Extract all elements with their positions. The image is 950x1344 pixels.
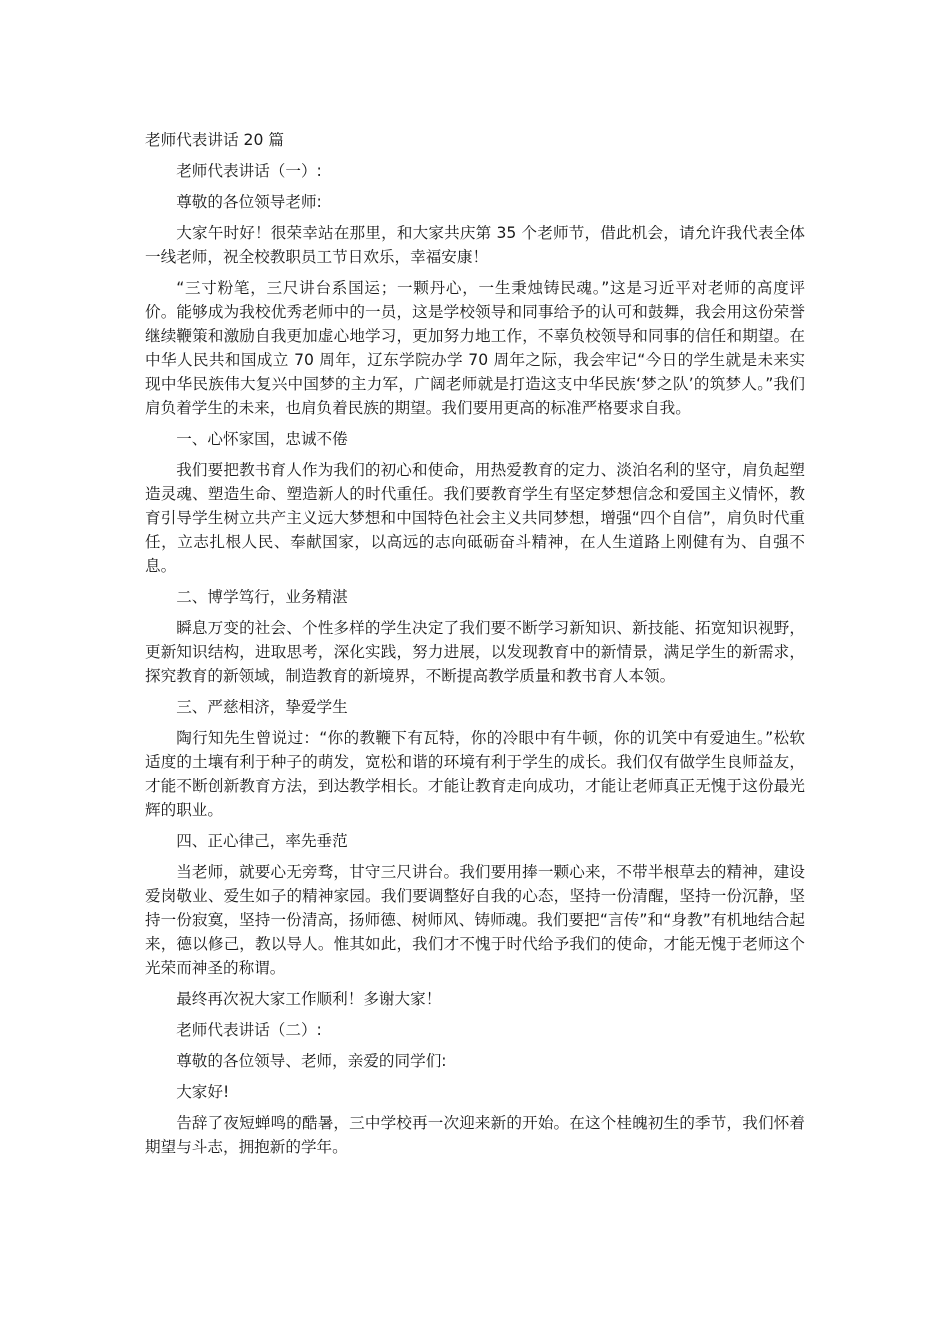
section-heading: 三、严慈相济，挚爱学生: [176, 698, 348, 716]
paragraph: 当老师，就要心无旁骛，甘守三尺讲台。我们要用捧一颗心来，不带半根草去的精神，建设爱岗敬业、爱生如子的精神家园。我们要调整好自我的心态，坚持一份清醒，坚持一份沉静，坚持一份寂寞，坚持一份清高，扬师德、树师风、铸师魂。我们要把“言传”和“身教”有机地结合起来，德以修己，教以导人。惟其如此，我们才不愧于时代给予我们的使命，才能无愧于老师这个光荣而神圣的称谓。: [145, 863, 805, 977]
section-heading: 老师代表讲话（二）:: [176, 1021, 322, 1039]
section-heading: 一、心怀家国，忠诚不倦: [176, 430, 348, 448]
paragraph: 陶行知先生曾说过：“你的教鞭下有瓦特，你的冷眼中有牛顿，你的讥笑中有爱迪生。”松软适度的土壤有利于种子的萌发，宽松和谐的环境有利于学生的成长。我们仅有做学生良师益友，才能不断创新教育方法，到达教学相长。才能让教育走向成功，才能让老师真正无愧于这份最光辉的职业。: [145, 729, 805, 819]
section-heading: 二、博学笃行，业务精湛: [176, 588, 348, 606]
paragraph: “三寸粉笔，三尺讲台系国运；一颗丹心，一生秉烛铸民魂。”这是习近平对老师的高度评价。能够成为我校优秀老师中的一员，这是学校领导和同事给予的认可和鼓舞，我会用这份荣誉继续鞭策和激励自我更加虚心地学习，更加努力地工作，不辜负校领导和同事的信任和期望。在中华人民共和国成立 70 周年，辽东学院办学 70 周年之际，我会牢记“今日的学生就是未来实现中华民族伟大复兴中国梦的主力军，广阔老师就是打造这支中华民族‘梦之队’的筑梦人。”我们肩负着学生的未来，也肩负着民族的期望。我们要用更高的标准严格要求自我。: [145, 279, 805, 417]
paragraph: 瞬息万变的社会、个性多样的学生决定了我们要不断学习新知识、新技能、拓宽知识视野，更新知识结构，进取思考，深化实践，努力进展，以发现教育中的新情景，满足学生的新需求，探究教育的新领域，制造教育的新境界，不断提高教学质量和教书育人本领。: [145, 619, 805, 685]
salutation: 尊敬的各位领导老师:: [176, 193, 322, 211]
salutation: 尊敬的各位领导、老师，亲爱的同学们:: [176, 1052, 447, 1070]
paragraph: 告辞了夜短蝉鸣的酷暑，三中学校再一次迎来新的开始。在这个桂魄初生的季节，我们怀着期望与斗志，拥抱新的学年。: [145, 1114, 805, 1156]
paragraph: 大家午时好！很荣幸站在那里，和大家共庆第 35 个老师节，借此机会，请允许我代表全体一线老师，祝全校教职员工节日欢乐，幸福安康！: [145, 224, 805, 266]
document-title: 老师代表讲话 20 篇: [145, 131, 284, 149]
paragraph: 我们要把教书育人作为我们的初心和使命，用热爱教育的定力、淡泊名利的坚守，肩负起塑造灵魂、塑造生命、塑造新人的时代重任。我们要教育学生有坚定梦想信念和爱国主义情怀，教育引导学生树立共产主义远大梦想和中国特色社会主义共同梦想，增强“四个自信”，肩负时代重任，立志扎根人民、奉献国家，以高远的志向砥砺奋斗精神，在人生道路上刚健有为、自强不息。: [145, 461, 805, 575]
section-heading: 老师代表讲话（一）:: [176, 162, 322, 180]
greeting: 大家好!: [176, 1083, 230, 1101]
closing-line: 最终再次祝大家工作顺利！多谢大家！: [176, 990, 442, 1008]
document-page: [145, 128, 805, 1166]
section-heading: 四、正心律己，率先垂范: [176, 832, 348, 850]
